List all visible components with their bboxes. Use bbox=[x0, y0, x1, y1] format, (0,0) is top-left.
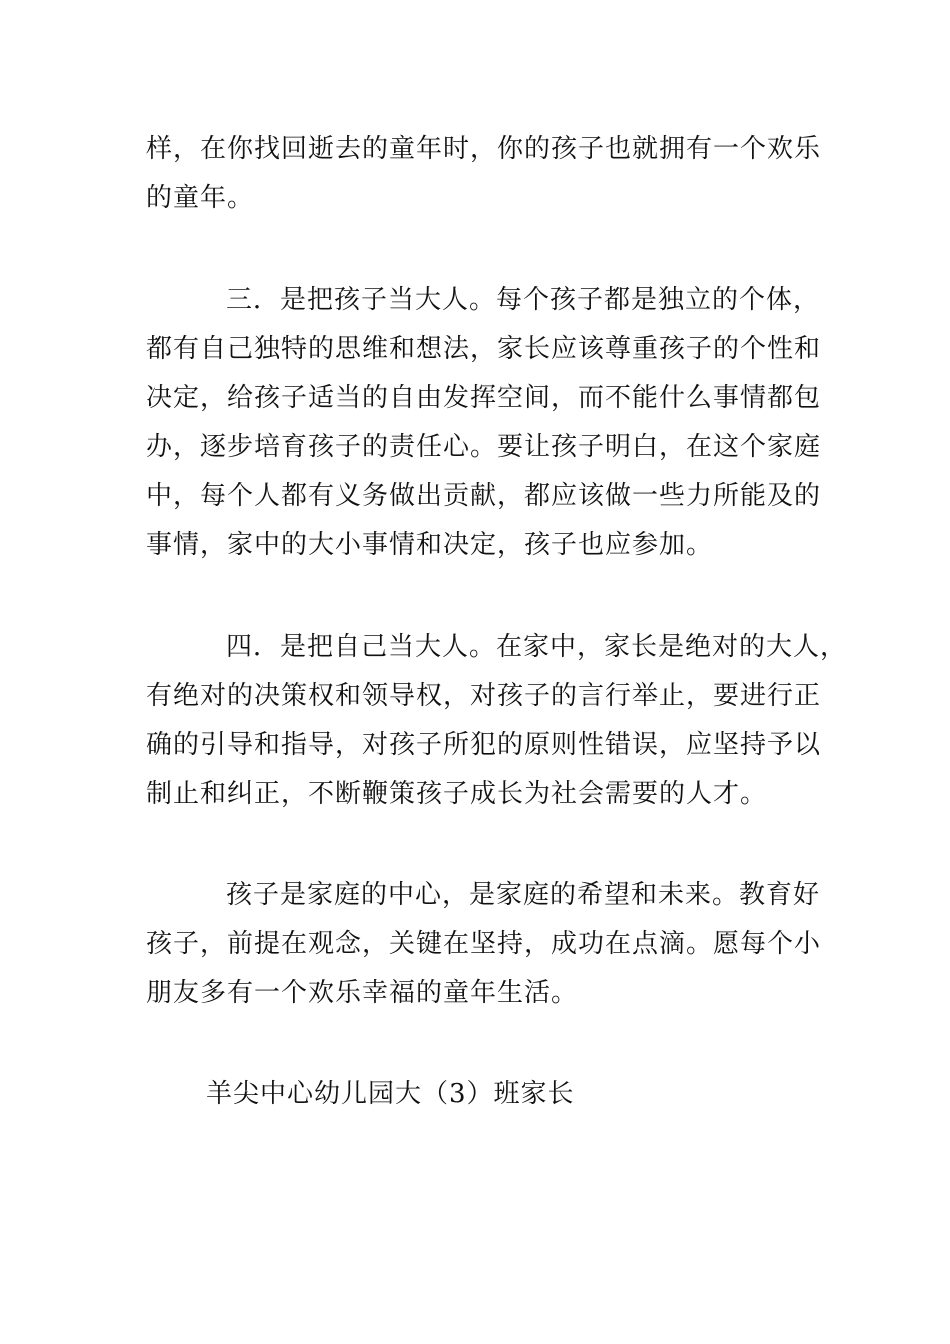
point3-line-5: 中，每个人都有义务做出贡献，都应该做一些力所能及的 bbox=[146, 481, 822, 511]
point3-line-1: 三．是把孩子当大人。每个孩子都是独立的个体， bbox=[226, 285, 821, 315]
point3-line-4: 办，逐步培育孩子的责任心。要让孩子明白，在这个家庭 bbox=[146, 432, 822, 462]
conclusion-line-2: 孩子，前提在观念，关键在坚持，成功在点滴。愿每个小 bbox=[146, 929, 822, 959]
point4-line-2: 有绝对的决策权和领导权，对孩子的言行举止，要进行正 bbox=[146, 681, 822, 711]
point3-line-2: 都有自己独特的思维和想法，家长应该尊重孩子的个性和 bbox=[146, 334, 822, 364]
intro-line-1: 样，在你找回逝去的童年时，你的孩子也就拥有一个欢乐 bbox=[146, 134, 822, 164]
point4-line-1: 四．是把自己当大人。在家中，家长是绝对的大人， bbox=[226, 632, 848, 662]
conclusion-line-3: 朋友多有一个欢乐幸福的童年生活。 bbox=[146, 978, 579, 1008]
point4-line-3: 确的引导和指导，对孩子所犯的原则性错误，应坚持予以 bbox=[146, 730, 822, 760]
conclusion-line-1: 孩子是家庭的中心，是家庭的希望和未来。教育好 bbox=[226, 880, 821, 910]
point3-line-3: 决定，给孩子适当的自由发挥空间，而不能什么事情都包 bbox=[146, 383, 822, 413]
signature: 羊尖中心幼儿园大（3）班家长 bbox=[206, 1079, 575, 1109]
point4-line-4: 制止和纠正，不断鞭策孩子成长为社会需要的人才。 bbox=[146, 779, 768, 809]
point3-line-6: 事情，家中的大小事情和决定，孩子也应参加。 bbox=[146, 530, 714, 560]
intro-line-2: 的童年。 bbox=[146, 183, 255, 213]
